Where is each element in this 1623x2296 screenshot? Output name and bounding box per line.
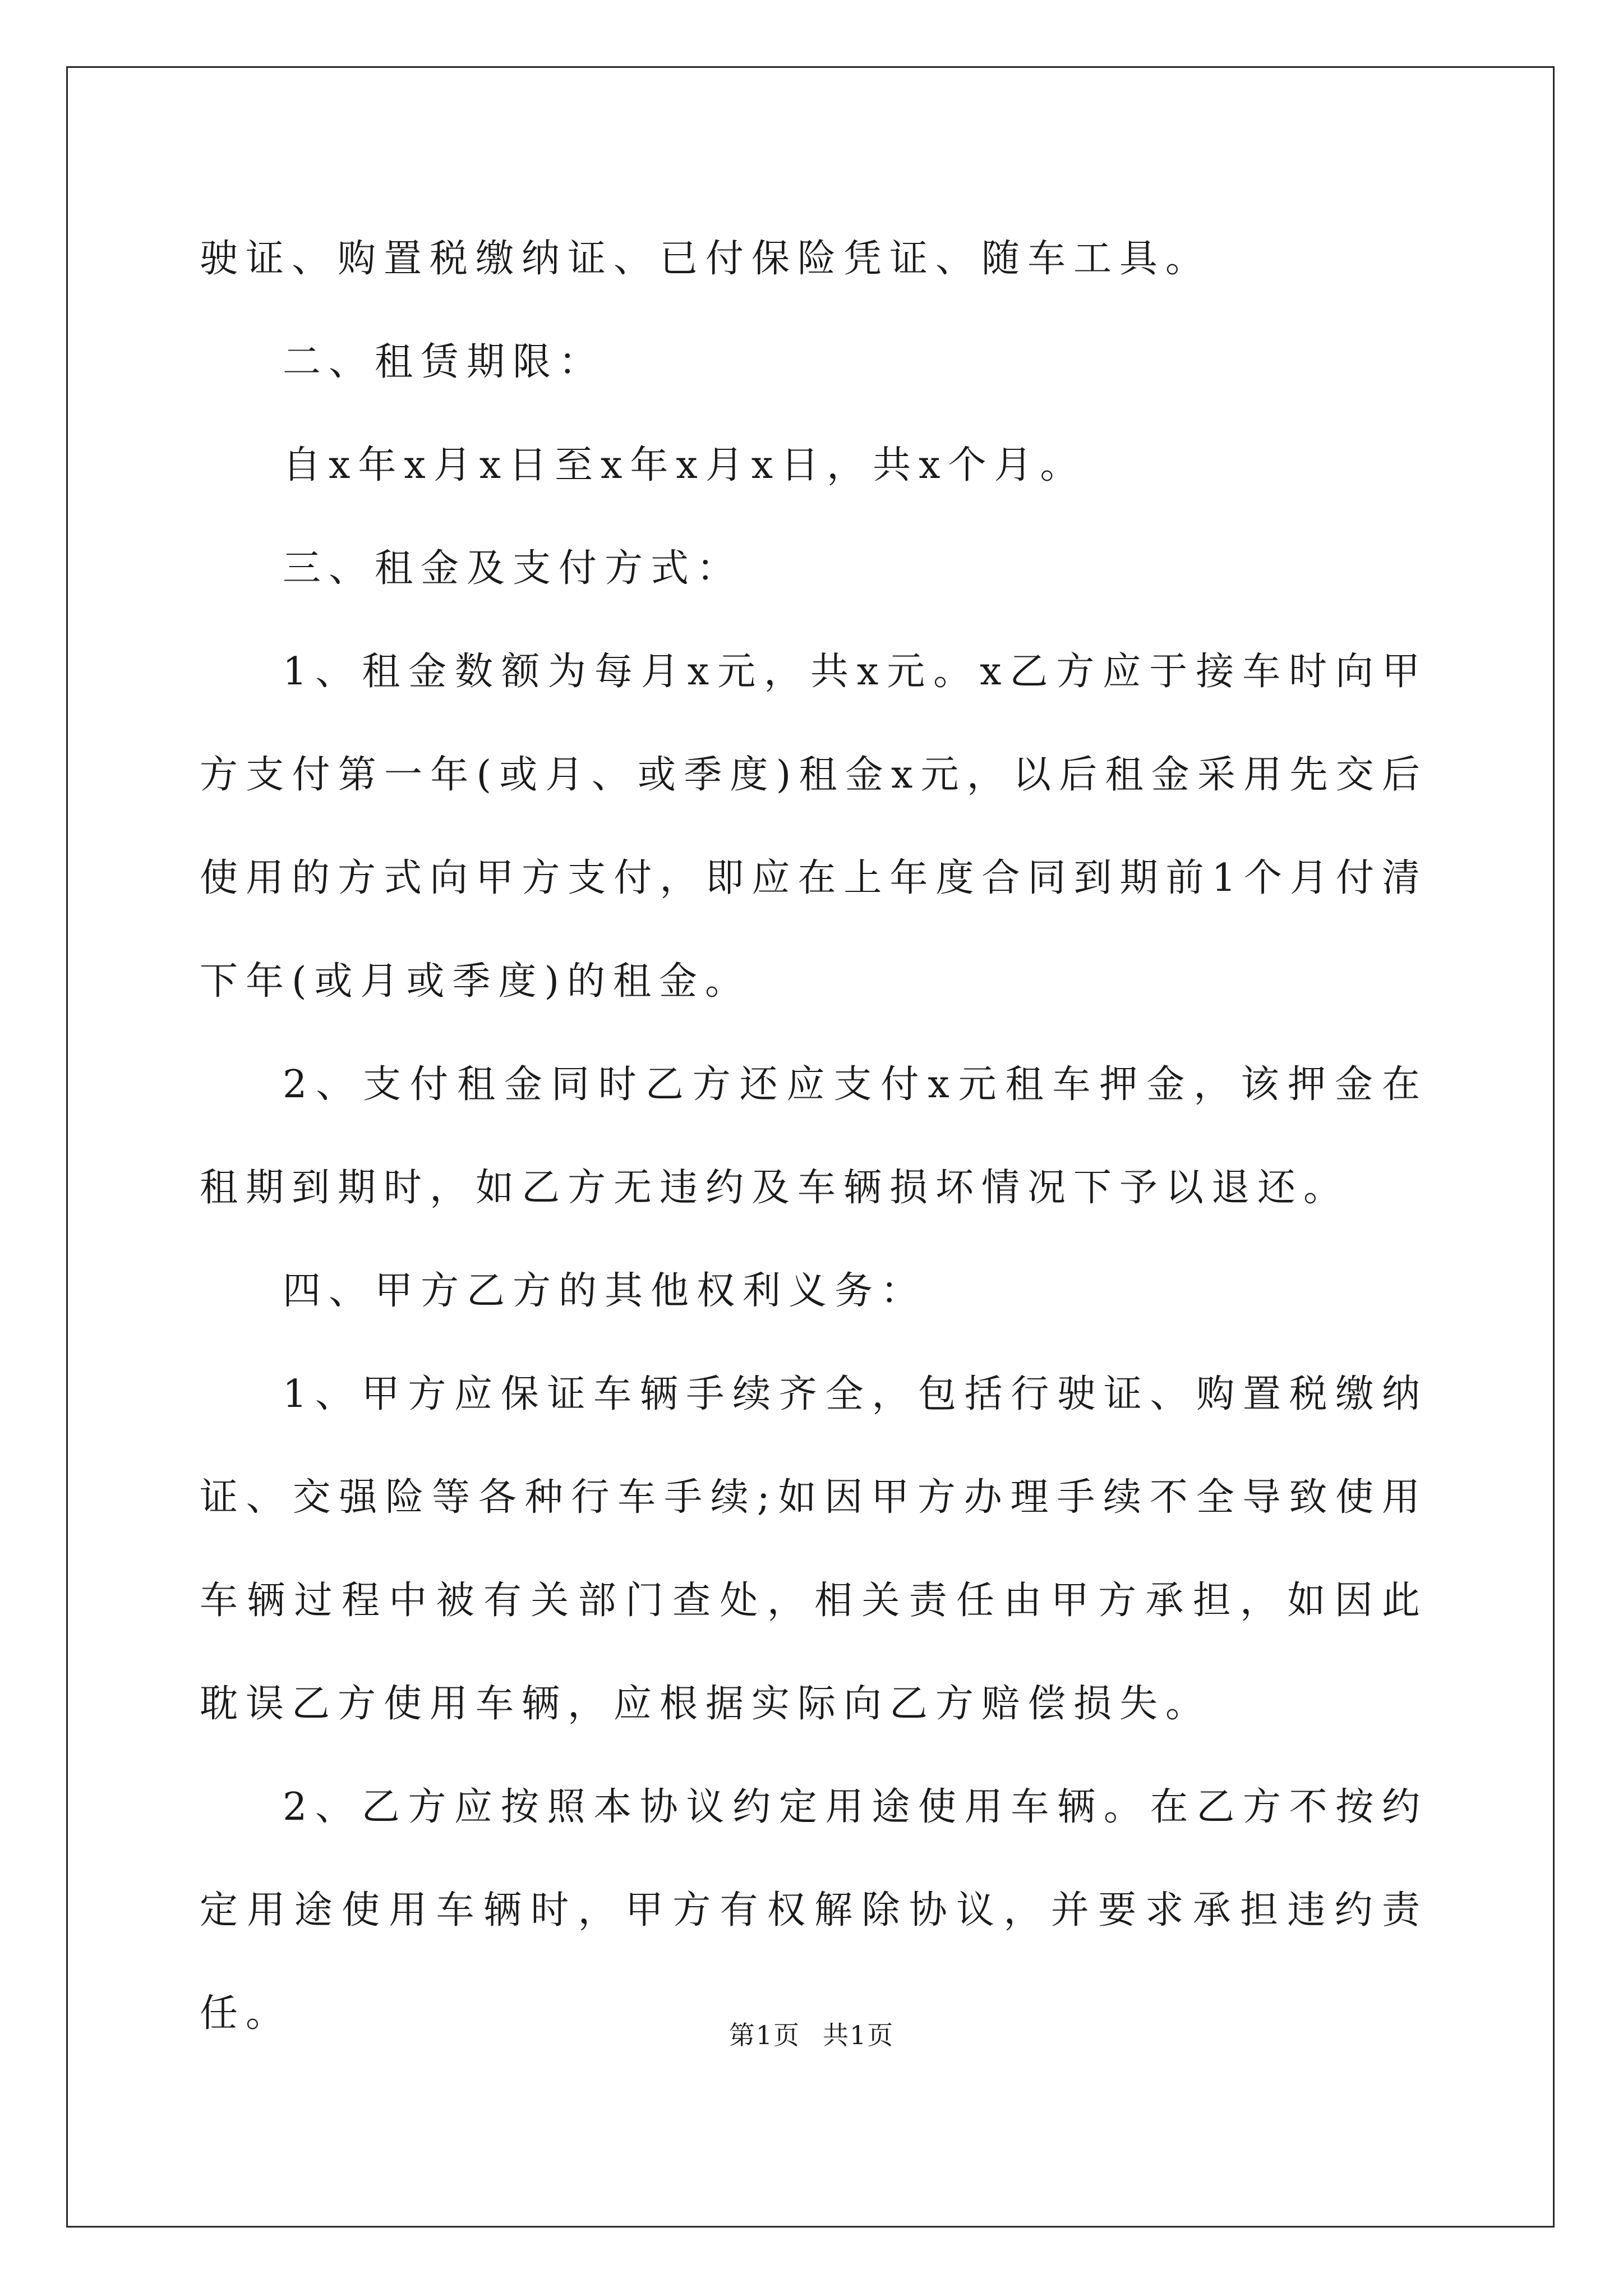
paragraph-deposit: 2、支付租金同时乙方还应支付x元租车押金，该押金在租期到期时，如乙方无违约及车辆损坏情况下予以退还。 bbox=[200, 1062, 1428, 1210]
page-total: 共1页 bbox=[823, 2020, 895, 2050]
document-body bbox=[200, 208, 1428, 2065]
section-heading-lease-term: 二、租赁期限： bbox=[283, 340, 605, 384]
page-footer bbox=[0, 2018, 1623, 2052]
page-number: 第1页 bbox=[728, 2020, 800, 2050]
section-heading-rights-obligations: 四、甲方乙方的其他权利义务： bbox=[283, 1269, 927, 1313]
paragraph-rent-amount: 1、租金数额为每月x元，共x元。x乙方应于接车时向甲方支付第一年(或月、或季度)租金x元，以后租金采用先交后使用的方式向甲方支付，即应在上年度合同到期前1个月付清下年(或月或季度)的租金。 bbox=[200, 650, 1428, 1004]
paragraph-lease-period: 自x年x月x日至x年x月x日，共x个月。 bbox=[283, 443, 1086, 487]
paragraph-party-a-duties: 1、甲方应保证车辆手续齐全，包括行驶证、购置税缴纳证、交强险等各种行车手续;如因甲方办理手续不全导致使用车辆过程中被有关部门查处，相关责任由甲方承担，如因此耽误乙方使用车辆，应根据实际向乙方赔偿损失。 bbox=[200, 1372, 1428, 1726]
section-heading-rent-payment: 三、租金及支付方式： bbox=[283, 546, 743, 591]
paragraph-continuation: 驶证、购置税缴纳证、已付保险凭证、随车工具。 bbox=[200, 237, 1212, 281]
paragraph-party-b-duties: 2、乙方应按照本协议约定用途使用车辆。在乙方不按约定用途使用车辆时，甲方有权解除协议，并要求承担违约责任。 bbox=[200, 1785, 1428, 2036]
